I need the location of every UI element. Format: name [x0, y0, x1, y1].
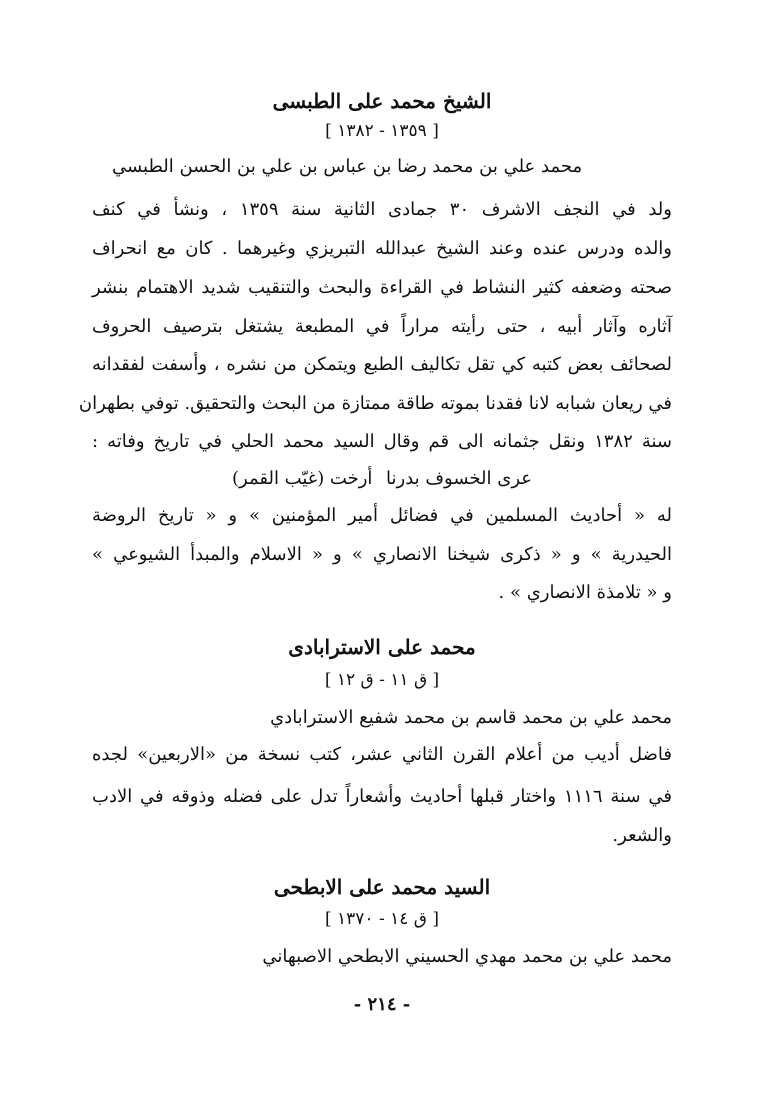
entry-title: محمد على الاسترابادى — [288, 635, 476, 659]
body-line: فاضل أديب من أعلام القرن الثاني عشر، كتب نسخة من «الاربعين» لجده — [92, 744, 672, 765]
entry-full-name: محمد علي بن محمد رضا بن عباس بن علي بن الحسن الطبسي — [112, 156, 583, 177]
entry-dates: [ ق ١١ - ق ١٢ ] — [324, 670, 440, 690]
works-line: له « أحاديث المسلمين في فضائل أمير المؤمنين » و « تاريخ الروضة — [92, 505, 672, 526]
body-line: والده ودرس عنده وعند الشيخ عبدالله التبريزي وغيرهما . كان مع انحراف — [92, 238, 672, 259]
entry-dates: [ ١٣٥٩ - ١٣٨٢ ] — [325, 121, 439, 141]
entry-full-name: محمد علي بن محمد مهدي الحسيني الابطحي الاصبهاني — [262, 946, 672, 967]
verse-hemistich: عرى الخسوف بدرنا — [386, 468, 532, 489]
body-line: والشعر. — [612, 825, 672, 846]
entry-dates: [ ق ١٤ - ١٣٧٠ ] — [324, 909, 440, 929]
page-number: - ٢١٤ - — [353, 994, 411, 1015]
entry-title: الشيخ محمد على الطبسى — [272, 89, 492, 113]
body-line: آثاره وآثار أبيه ، حتى رأيته مراراً في المطبعة يشتغل بترصيف الحروف — [92, 316, 672, 337]
body-line: صحته وضعفه كثير النشاط في القراءة والبحث والتنقيب شديد الاهتمام بنشر — [92, 277, 672, 298]
body-line: ولد في النجف الاشرف ٣٠ جمادى الثانية سنة ١٣٥٩ ، ونشأ في كنف — [92, 199, 672, 220]
poem-verse — [232, 464, 532, 494]
works-line: و « تلامذة الانصاري » . — [498, 582, 672, 603]
works-line: الحيدرية » و « ذكرى شيخنا الانصاري » و « الاسلام والمبدأ الشيوعي » — [92, 544, 672, 565]
entry-title: السيد محمد على الابطحى — [273, 875, 491, 899]
body-line: في ريعان شبابه لانا فقدنا بموته طاقة ممتازة من البحث والتحقيق. توفي بطهران — [78, 393, 672, 414]
body-line: سنة ١٣٨٢ ونقل جثمانه الى قم وقال السيد محمد الحلي في تاريخ وفاته : — [92, 431, 672, 452]
body-line: لصحائف بعض كتبه كي تقل تكاليف الطبع ويتمكن من نشره ، وأسفت لفقدانه — [92, 354, 672, 375]
verse-hemistich: أرخت (غيّب القمر) — [232, 468, 373, 489]
entry-full-name: محمد علي بن محمد قاسم بن محمد شفيع الاسترابادي — [270, 707, 672, 728]
body-line: في سنة ١١١٦ واختار قبلها أحاديث وأشعاراً تدل على فضله وذوقه في الادب — [92, 786, 672, 807]
